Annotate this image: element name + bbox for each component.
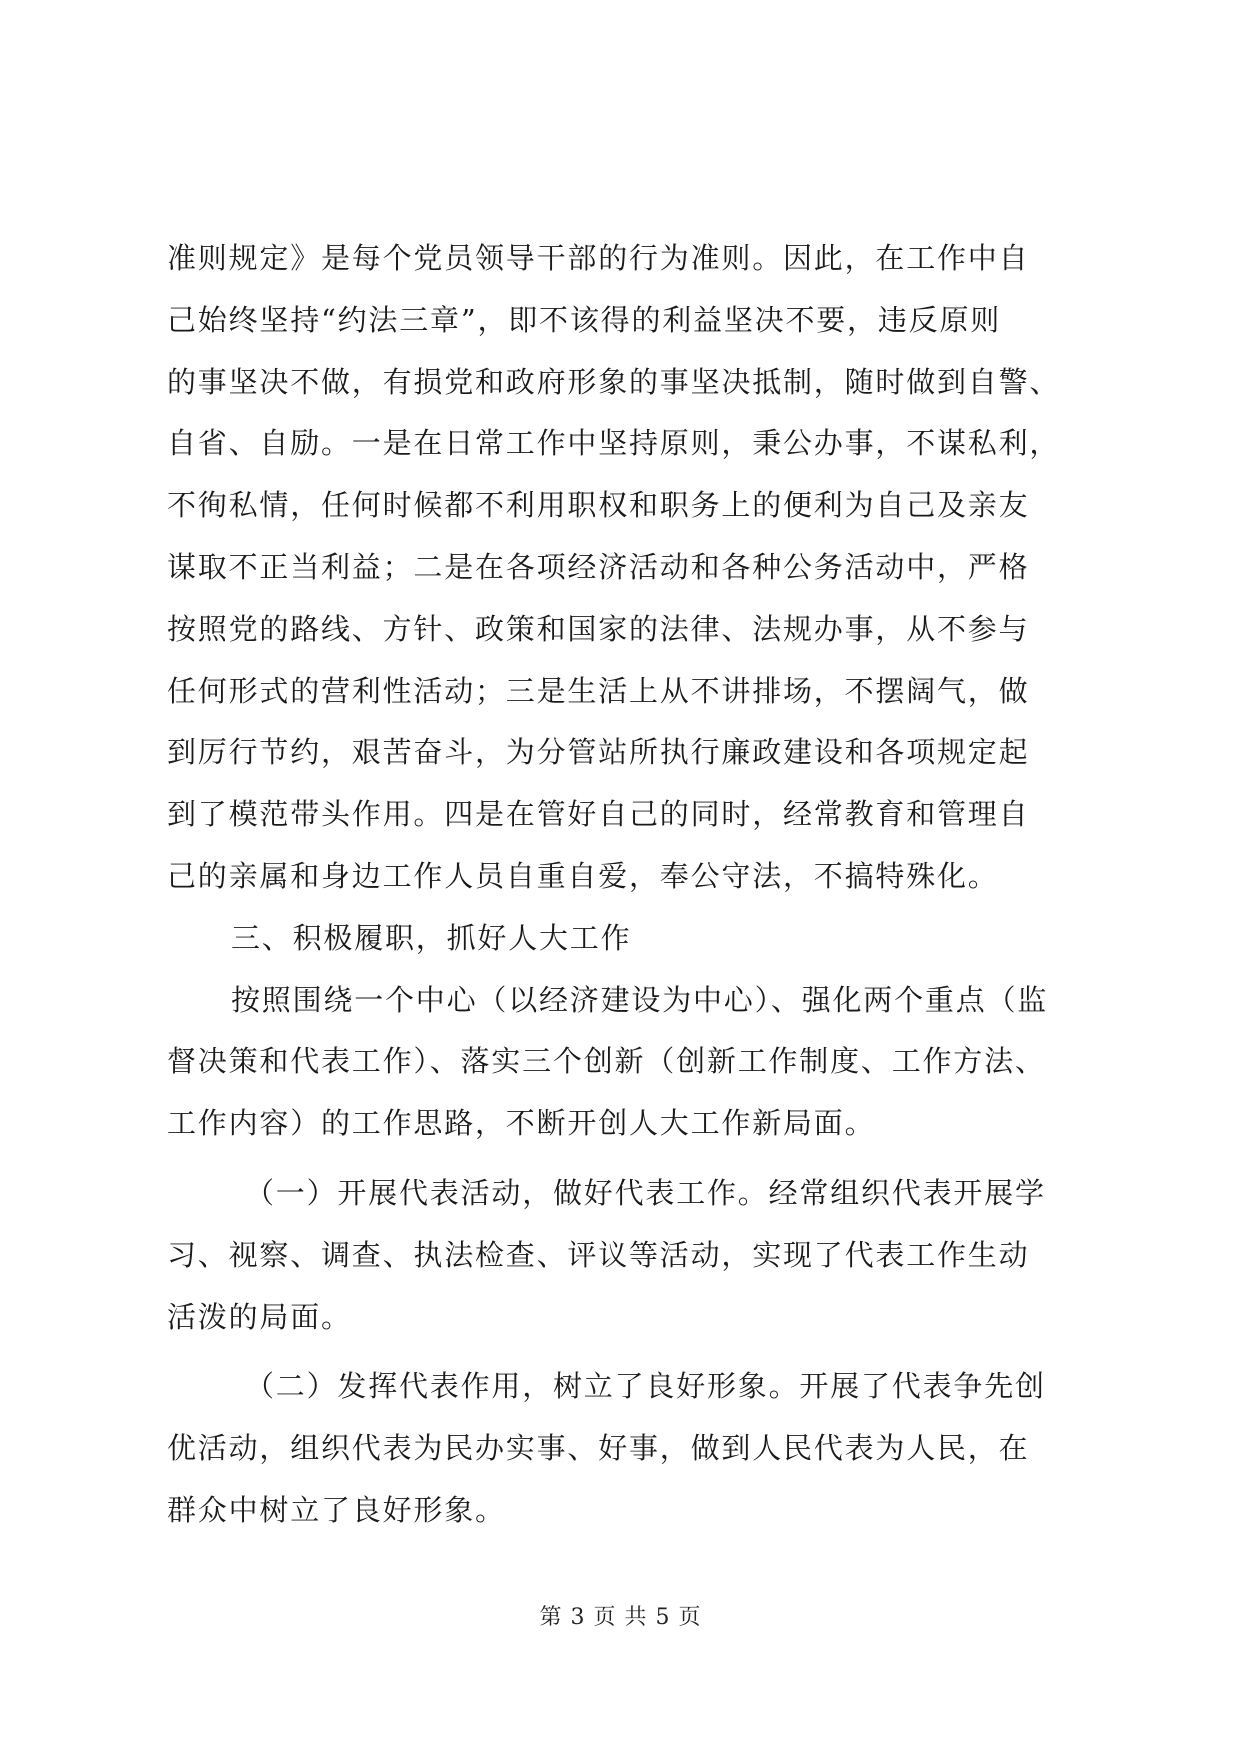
text-line: 督决策和代表工作）、落实三个创新（创新工作制度、工作方法、 xyxy=(167,1044,1046,1079)
text-line: 工作内容）的工作思路，不断开创人大工作新局面。 xyxy=(167,1106,876,1141)
text-line: 群众中树立了良好形象。 xyxy=(167,1492,506,1527)
text-line: 己始终坚持“约法三章”，即不该得的利益坚决不要，违反原则 xyxy=(167,302,1002,337)
text-line: 谋取不正当利益；二是在各项经济活动和各种公务活动中，严格 xyxy=(167,549,1030,584)
text-line: 准则规定》是每个党员领导干部的行为准则。因此，在工作中自 xyxy=(167,241,1030,275)
text-line: 己的亲属和身边工作人员自重自爱，奉公守法，不搞特殊化。 xyxy=(167,858,999,893)
text-line: 到了模范带头作用。四是在管好自己的同时，经常教育和管理自 xyxy=(167,797,1030,832)
text-line: 的事坚决不做，有损党和政府形象的事坚决抵制，随时做到自警、 xyxy=(167,364,1061,399)
text-line: 自省、自励。一是在日常工作中坚持原则，秉公办事，不谋私利， xyxy=(167,426,1061,461)
page-number-footer: 第 3 页 共 5 页 xyxy=(539,1605,702,1630)
text-line: 习、视察、调查、执法检查、评议等活动，实现了代表工作生动 xyxy=(167,1237,1030,1272)
text-line: 不徇私情，任何时候都不利用职权和职务上的便利为自己及亲友 xyxy=(167,488,1030,523)
text-line: 按照围绕一个中心（以经济建设为中心）、强化两个重点（监 xyxy=(231,982,1049,1017)
text-line: 任何形式的营利性活动；三是生活上从不讲排场，不摆阔气，做 xyxy=(167,673,1030,708)
text-line: 到厉行节约，艰苦奋斗，为分管站所执行廉政建设和各项规定起 xyxy=(167,735,1030,770)
section-heading: 三、积极履职，抓好人大工作 xyxy=(231,920,632,955)
text-line: 优活动，组织代表为民办实事、好事，做到人民代表为人民，在 xyxy=(167,1431,1030,1466)
subsection-line: （一）开展代表活动，做好代表工作。经常组织代表开展学 xyxy=(245,1175,1046,1210)
document-body xyxy=(167,228,1077,1542)
subsection-line: （二）发挥代表作用，树立了良好形象。开展了代表争先创 xyxy=(245,1369,1046,1404)
text-line: 活泼的局面。 xyxy=(167,1299,352,1334)
text-line: 按照党的路线、方针、政策和国家的法律、法规办事，从不参与 xyxy=(167,611,1030,646)
